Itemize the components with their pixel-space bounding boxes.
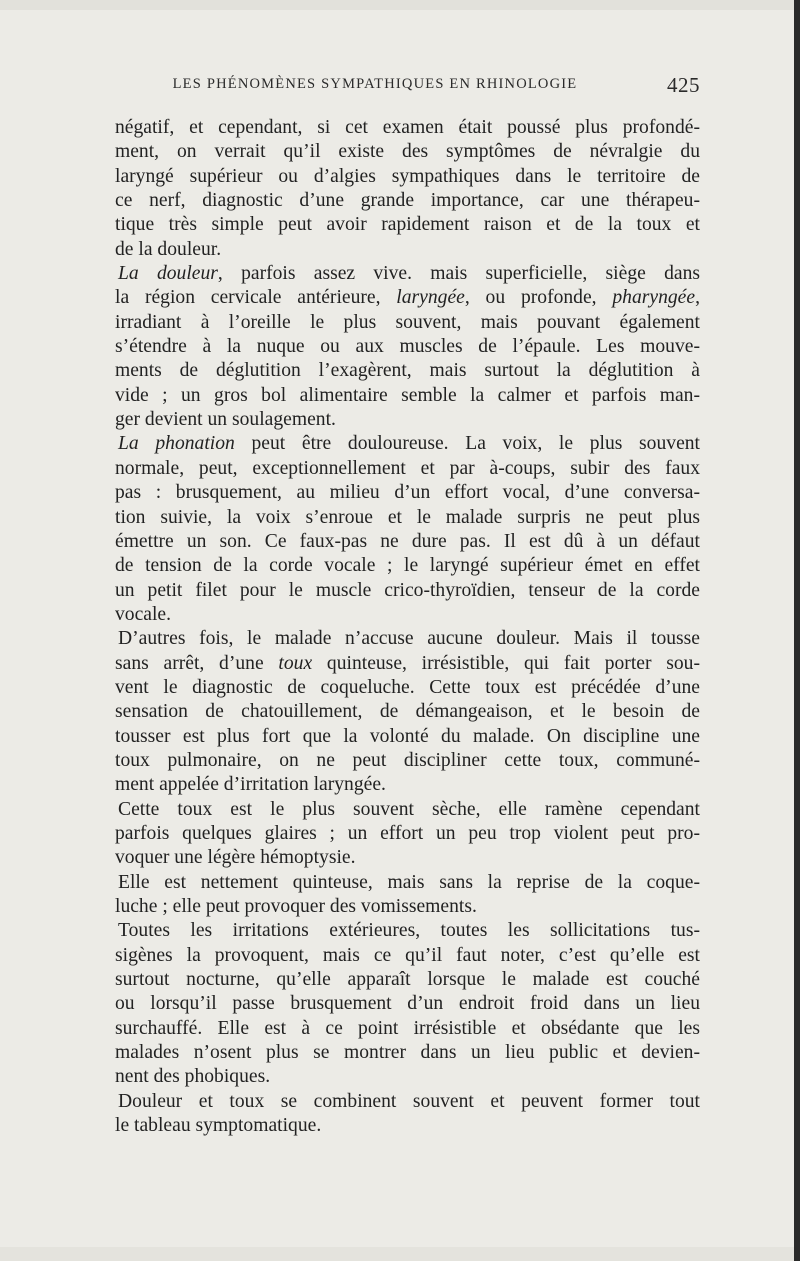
text-line xyxy=(115,262,700,286)
text-line: sigènes la provoquent, mais ce qu’il faut noter, c’est qu’elle est xyxy=(115,944,700,966)
running-head-title: LES PHÉNOMÈNES SYMPATHIQUES EN RHINOLOGIE xyxy=(172,76,578,92)
text-line: toux pulmonaire, on ne peut discipliner cette toux, communé- xyxy=(115,749,700,771)
page-number: 425 xyxy=(667,73,700,97)
text-line: négatif, et cependant, si cet examen était poussé plus profondé- xyxy=(115,117,700,138)
text-line xyxy=(115,432,700,456)
paragraph xyxy=(115,262,700,432)
text-line: de tension de la corde vocale ; le laryngé supérieur émet en effet xyxy=(115,555,700,577)
paragraph xyxy=(115,919,700,1089)
text-line: surtout nocturne, qu’elle apparaît lorsque le malade est couché xyxy=(115,969,700,991)
text-line xyxy=(115,652,700,676)
paragraph xyxy=(115,1090,700,1139)
text-line: s’étendre à la nuque ou aux muscles de l’épaule. Les mouve- xyxy=(115,336,700,358)
text-line: émettre un son. Ce faux-pas ne dure pas. Il est dû à un défaut xyxy=(115,530,700,552)
text-line: ment appelée d’irritation laryngée. xyxy=(115,774,386,796)
text-line: le tableau symptomatique. xyxy=(115,1115,322,1137)
line-text: , parfois assez vive. mais superficielle, siège dans xyxy=(217,263,700,285)
text-line: luche ; elle peut provoquer des vomissements. xyxy=(115,896,477,917)
text-line xyxy=(115,286,700,310)
line-text: sans arrêt, d’une xyxy=(115,652,279,674)
text-line: D’autres fois, le malade n’accuse aucune douleur. Mais il tousse xyxy=(118,628,700,650)
text-line: irradiant à l’oreille le plus souvent, mais pouvant également xyxy=(115,311,700,333)
italic-term: laryngée xyxy=(396,287,465,309)
text-line: sensation de chatouillement, de démangeaison, et le besoin de xyxy=(115,701,700,723)
text-line: Cette toux est le plus souvent sèche, elle ramène cependant xyxy=(118,798,700,820)
text-line: pas : brusquement, au milieu d’un effort vocal, d’une conversa- xyxy=(115,482,700,504)
text-line: un petit filet pour le muscle crico-thyroïdien, tenseur de la corde xyxy=(115,579,700,601)
text-line: ment, on verrait qu’il existe des symptômes de névralgie du xyxy=(115,141,700,163)
text-line: ou lorsqu’il passe brusquement d’un endroit froid dans un lieu xyxy=(115,993,700,1015)
text-line: surchauffé. Elle est à ce point irrésistible et obsédante que les xyxy=(115,1017,700,1039)
running-head xyxy=(115,73,700,98)
text-line: Toutes les irritations extérieures, toutes les sollicitations tus- xyxy=(118,920,700,942)
line-text: , xyxy=(695,287,700,309)
italic-term: La douleur xyxy=(118,263,218,285)
text-line: de la douleur. xyxy=(115,238,222,260)
text-line: ments de déglutition l’exagèrent, mais surtout la déglutition à xyxy=(115,360,700,382)
paper-top-edge xyxy=(0,0,794,10)
text-line: vide ; un gros bol alimentaire semble la calmer et parfois man- xyxy=(115,384,700,406)
text-line: nent des phobiques. xyxy=(115,1066,271,1088)
body-text xyxy=(115,116,700,1138)
text-line: ger devient un soulagement. xyxy=(115,409,336,431)
text-line: malades n’osent plus se montrer dans un lieu public et devien- xyxy=(115,1042,700,1064)
text-line: normale, peut, exceptionnellement et par à-coups, subir des faux xyxy=(115,457,700,479)
italic-term: toux xyxy=(278,652,313,674)
paper-bottom-edge xyxy=(0,1247,794,1261)
paragraph xyxy=(115,432,700,627)
text-line: tique très simple peut avoir rapidement raison et de la toux et xyxy=(115,214,700,236)
paragraph xyxy=(115,871,700,920)
text-line: vent le diagnostic de coqueluche. Cette toux est précédée d’une xyxy=(115,676,700,698)
text-line: voquer une légère hémoptysie. xyxy=(115,847,356,869)
paragraph xyxy=(115,798,700,871)
text-line: Elle est nettement quinteuse, mais sans la reprise de la coque- xyxy=(118,871,700,893)
line-text: peut être douloureuse. La voix, le plus souvent xyxy=(234,433,701,455)
text-line: tousser est plus fort que la volonté du malade. On discipline une xyxy=(115,725,700,747)
text-line: ce nerf, diagnostic d’une grande importance, car une thérapeu- xyxy=(115,190,700,212)
line-text: la région cervicale antérieure, xyxy=(115,287,397,309)
text-line: vocale. xyxy=(115,603,172,625)
text-line: laryngé supérieur ou d’algies sympathiques dans le territoire de xyxy=(115,165,700,187)
text-line: Douleur et toux se combinent souvent et peuvent former tout xyxy=(118,1090,700,1112)
italic-term: La phonation xyxy=(118,433,235,455)
line-text: , ou profonde, xyxy=(464,287,613,309)
paragraph xyxy=(115,627,700,797)
italic-term: pharyngée xyxy=(612,287,696,309)
text-line: tion suivie, la voix s’enroue et le malade surpris ne peut plus xyxy=(115,506,700,528)
text-line: parfois quelques glaires ; un effort un peu trop violent peut pro- xyxy=(115,822,700,844)
line-text: quinteuse, irrésistible, qui fait porter sou- xyxy=(312,652,700,674)
paragraph xyxy=(115,116,700,262)
